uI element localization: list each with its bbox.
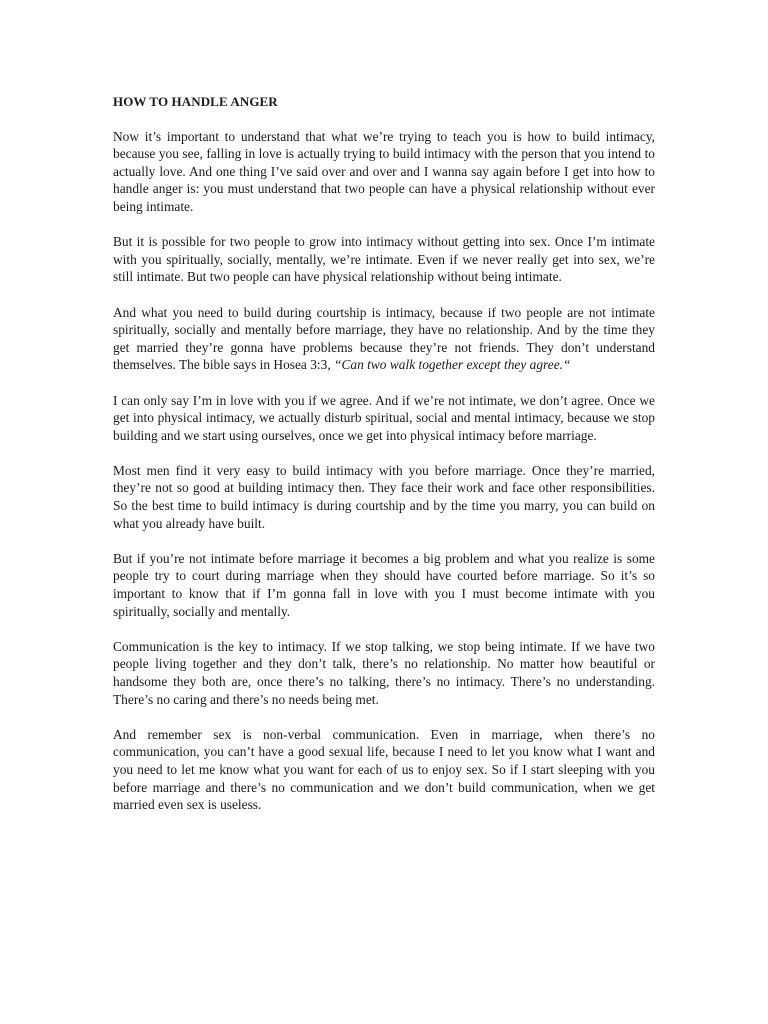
paragraph-courtship bbox=[113, 304, 655, 374]
paragraph-before-marriage: But if you’re not intimate before marriage it becomes a big problem and what you realize is some people try to court during marriage when they should have courted before marriage. So it’s so important to know that if I’m gonna fall in love with you I must become intimate with you spiritually, socially and mentally. bbox=[113, 550, 655, 619]
paragraph-communication: Communication is the key to intimacy. If we stop talking, we stop being intimate. If we have two people living together and they don’t talk, there’s no relationship. No matter how beautiful or handsome they both are, once there’s no talking, there’s no intimacy. There’s no understanding. There’s no caring and there’s no needs being met. bbox=[113, 638, 655, 707]
paragraph-grow-intimacy: But it is possible for two people to grow into intimacy without getting into sex. Once I’m intimate with you spiritually, socially, mentally, we’re intimate. Even if we never really get into sex, we’re still intimate. But two people can have physical relationship without being intimate. bbox=[113, 234, 655, 285]
paragraph-courtship-text: And what you need to build during courtship is intimacy, because if two people are not intimate spiritually, socially and mentally before marriage, they have no relationship. And by the time they get married they’re gonna have problems because they’re not friends. They don’t understand themselves. The bible says in Hosea 3:3, bbox=[113, 304, 655, 373]
document-page bbox=[113, 93, 655, 831]
document-heading: HOW TO HANDLE ANGER bbox=[113, 94, 278, 109]
paragraph-intimacy-intro: Now it’s important to understand that what we’re trying to teach you is how to build intimacy, because you see, falling in love is actually trying to build intimacy with the person that you intend to actually love. And one thing I’ve said over and over and I wanna say again before I get into how to handle anger is: you must understand that two people can have a physical relationship without ever being intimate. bbox=[113, 128, 655, 214]
bible-quote: “Can two walk together except they agree.“ bbox=[334, 357, 571, 373]
paragraph-non-verbal: And remember sex is non-verbal communication. Even in marriage, when there’s no communication, you can’t have a good sexual life, because I need to let you know what I want and you need to let me know what you want for each of us to enjoy sex. So if I start sleeping with you before marriage and there’s no communication and we don’t build communication, when we get married even sex is useless. bbox=[113, 726, 655, 813]
paragraph-most-men: Most men find it very easy to build intimacy with you before marriage. Once they’re married, they’re not so good at building intimacy then. They face their work and face other responsibilities. So the best time to build intimacy is during courtship and by the time you marry, you can build on what you already have built. bbox=[113, 462, 655, 531]
paragraph-agree: I can only say I’m in love with you if we agree. And if we’re not intimate, we don’t agree. Once we get into physical intimacy, we actually disturb spiritual, social and mental intimacy, because we stop building and we start using ourselves, once we get into physical intimacy before marriage. bbox=[113, 392, 655, 443]
